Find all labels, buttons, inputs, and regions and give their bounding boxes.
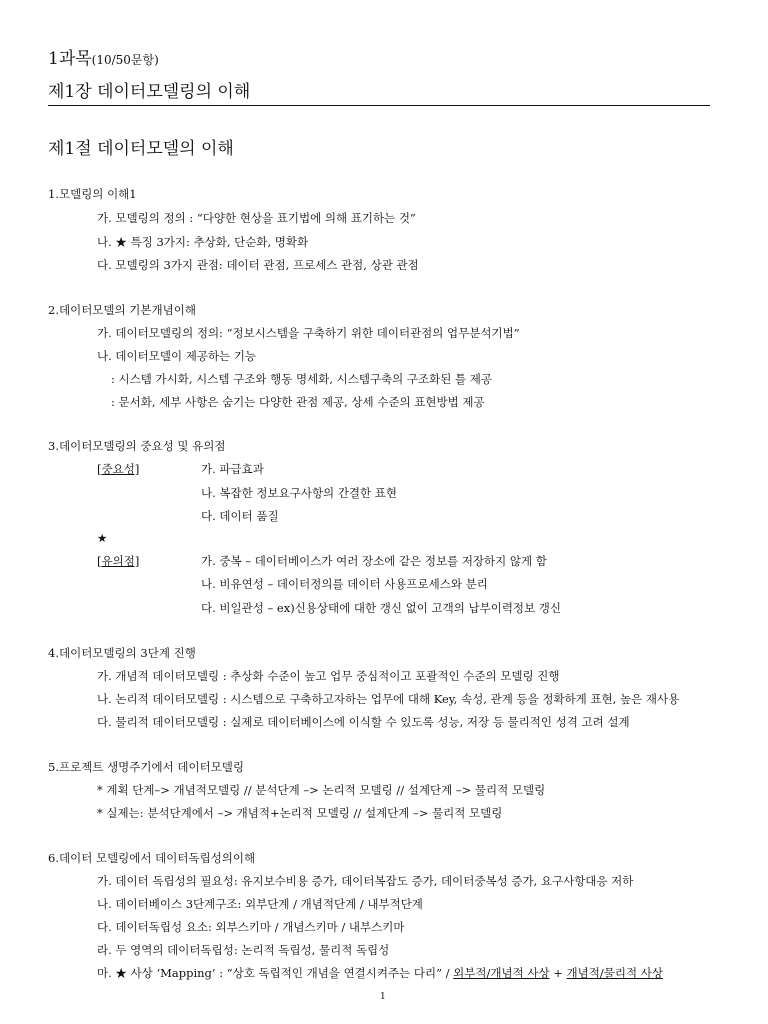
s1-title: 1.모델링의 이해1 <box>48 187 137 201</box>
s6-item-e-plus: + <box>549 966 567 980</box>
subject-heading <box>48 44 159 69</box>
s3-caution-a: 가. 중복 – 데이터베이스가 여러 장소에 같은 정보를 저장하지 않게 함 <box>201 554 547 568</box>
s3-importance-label: [중요성] <box>97 462 140 476</box>
s4-title: 4.데이터모델링의 3단계 진행 <box>48 646 196 660</box>
s3-importance-c: 다. 데이터 품질 <box>201 509 279 523</box>
s6-item-e-prefix: 마. ★ 사상 ‘Mapping’ : “상호 독립적인 개념을 연결시켜주는 다리” / <box>97 966 454 980</box>
s6-item-c: 다. 데이터독립성 요소: 외부스키마 / 개념스키마 / 내부스키마 <box>97 920 405 934</box>
s5-item-a: * 계획 단계–> 개념적모델링 // 분석단계 –> 논리적 모델링 // 설계단계 –> 물리적 모델링 <box>97 783 546 797</box>
s6-item-e-mapping-1: 외부적/개념적 사상 <box>453 966 550 980</box>
s4-item-a: 가. 개념적 데이터모델링 : 추상화 수준이 높고 업무 중심적이고 포괄적인 수준의 모델링 진행 <box>97 669 560 683</box>
subject-count: (10/50문항) <box>91 53 159 67</box>
s4-item-b: 나. 논리적 데이터모델링 : 시스템으로 구축하고자하는 업무에 대해 Key, 속성, 관계 등을 정확하게 표현, 높은 재사용 <box>97 692 680 706</box>
s2-item-b: 나. 데이터모델이 제공하는 기능 <box>97 349 257 363</box>
s5-item-b: * 실제는: 분석단계에서 –> 개념적+논리적 모델링 // 설계단계 –> 물리적 모델링 <box>97 806 503 820</box>
s4-item-c: 다. 물리적 데이터모델링 : 실제로 데이터베이스에 이식할 수 있도록 성능, 저장 등 물리적인 성격 고려 설계 <box>97 715 630 729</box>
s3-caution-c: 다. 비일관성 – ex)신용상태에 대한 갱신 없이 고객의 납부이력정보 갱신 <box>201 601 562 615</box>
s3-caution-b: 나. 비유연성 – 데이터정의를 데이터 사용프로세스와 분리 <box>201 577 488 591</box>
s6-title: 6.데이터 모델링에서 데이터독립성의이해 <box>48 851 256 865</box>
s2-title: 2.데이터모델의 기본개념이해 <box>48 303 196 317</box>
s2-item-a: 가. 데이터모델링의 정의: “정보시스템을 구축하기 위한 데이터관점의 업무분석기법” <box>97 326 520 340</box>
s5-title: 5.프로젝트 생명주기에서 데이터모델링 <box>48 760 245 774</box>
s6-item-e-mapping-2: 개념적/물리적 사상 <box>566 966 663 980</box>
s1-item-b: 나. ★ 특징 3가지: 추상화, 단순화, 명확화 <box>97 235 309 249</box>
s3-caution-label: [유의점] <box>97 554 140 568</box>
s1-item-a: 가. 모델링의 정의 : “다양한 현상을 표기법에 의해 표기하는 것” <box>97 211 416 225</box>
s6-item-a: 가. 데이터 독립성의 필요성: 유지보수비용 증가, 데이터복잡도 증가, 데이터중복성 증가, 요구사항대응 저하 <box>97 874 634 888</box>
s6-item-d: 라. 두 영역의 데이터독립성: 논리적 독립성, 물리적 독립성 <box>97 943 390 957</box>
s3-importance-b: 나. 복잡한 정보요구사항의 간결한 표현 <box>201 486 398 500</box>
s6-item-b: 나. 데이터베이스 3단계구조: 외부단계 / 개념적단계 / 내부적단계 <box>97 897 423 911</box>
s1-item-c: 다. 모델링의 3가지 관점: 데이터 관점, 프로세스 관점, 상관 관점 <box>97 258 419 272</box>
subject-title: 1과목 <box>48 49 92 69</box>
section-title: 제1절 데이터모델의 이해 <box>48 139 234 159</box>
s3-importance-a: 가. 파급효과 <box>201 462 264 476</box>
s2-item-d: : 문서화, 세부 사항은 숨기는 다양한 관점 제공, 상세 수준의 표현방법 제공 <box>111 395 485 409</box>
s2-item-c: : 시스템 가시화, 시스템 구조와 행동 명세화, 시스템구축의 구조화된 틀 제공 <box>111 372 493 386</box>
page-number: 1 <box>380 992 386 1002</box>
s6-item-e <box>97 965 663 981</box>
chapter-title: 제1장 데이터모델링의 이해 <box>48 77 710 106</box>
s3-title: 3.데이터모델링의 중요성 및 유의점 <box>48 439 226 453</box>
star-icon: ★ <box>97 531 108 545</box>
